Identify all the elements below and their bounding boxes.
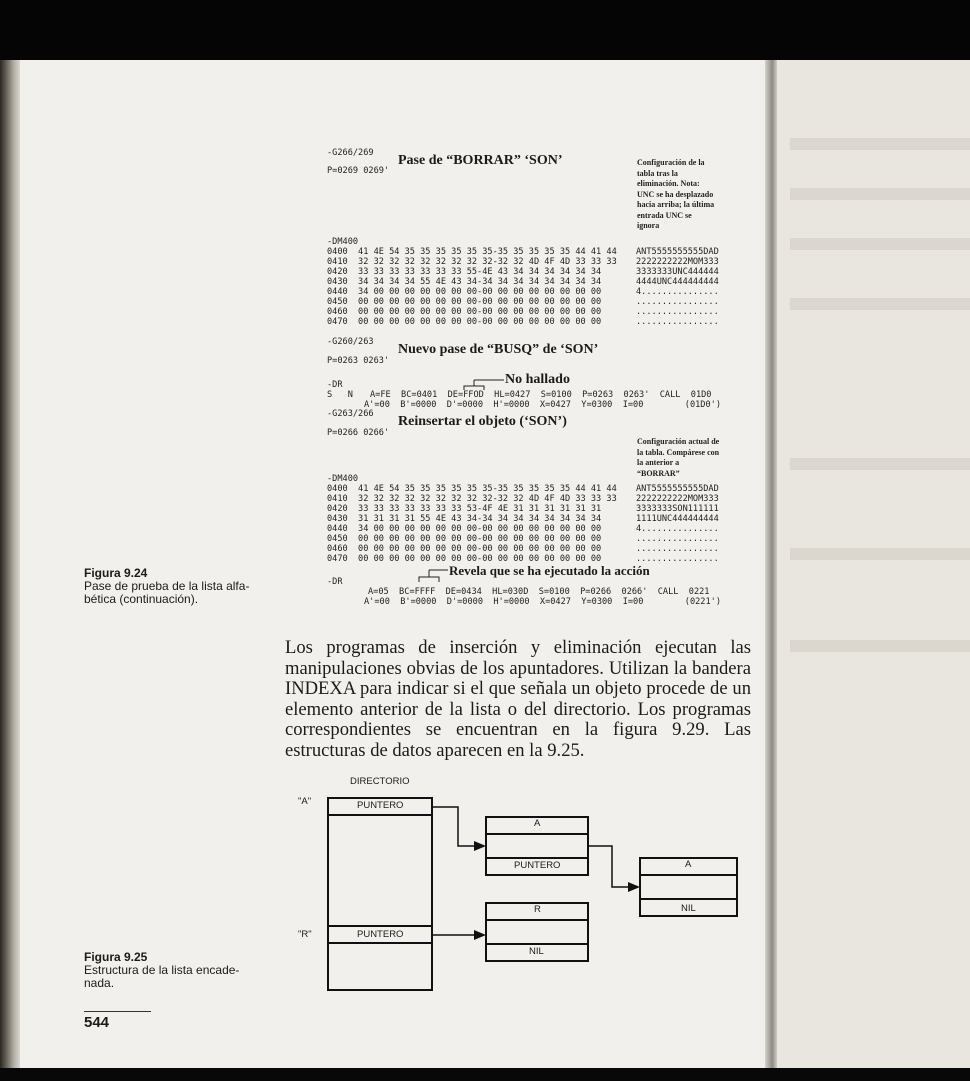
dump-row: 0430 34 34 34 34 55 4E 43 34-34 34 34 34 34 34 34 34 [327, 277, 602, 287]
facing-page-bleed [790, 238, 970, 250]
program-counter: P=0269 0269' [327, 166, 390, 176]
ascii-row: 4............... [636, 287, 719, 297]
dump-row: 0450 00 00 00 00 00 00 00 00-00 00 00 00 00 00 00 00 [327, 534, 602, 544]
entry-label-r: "R" [298, 929, 312, 940]
figure-title: Figura 9.24 [84, 566, 148, 580]
ascii-row: ANT5555555555DAD [636, 484, 719, 494]
side-note-after-delete: Configuración de la tabla tras la eliminación. Nota: UNC se ha desplazado hacia arriba; la última entrada UNC se ignora [637, 158, 715, 230]
dump-row: 0400 41 4E 54 35 35 35 35 35 35-35 35 35 35 35 44 41 44 [327, 247, 617, 257]
linked-list-diagram [300, 790, 750, 1000]
dump-command: -DM400 [327, 474, 359, 484]
facing-page-bleed [790, 188, 970, 200]
directory-label: DIRECTORIO [350, 776, 410, 787]
heading-busq: Nuevo pase de “BUSQ” de ‘SON’ [398, 342, 599, 357]
register-line-2: A'=00 B'=0000 D'=0000 H'=0000 X=0427 Y=0300 I=00 (01D0') [364, 400, 721, 410]
ascii-row: ................ [636, 554, 719, 564]
node-value: A [534, 818, 541, 829]
facing-page-bleed [790, 640, 970, 652]
heading-reinsertar: Reinsertar el objeto (‘SON’) [398, 414, 567, 429]
figure-title: Figura 9.25 [84, 950, 148, 964]
program-counter: P=0266 0266' [327, 428, 390, 438]
directory-box [328, 798, 432, 990]
register-line-1: A=05 BC=FFFF DE=0434 HL=030D S=0100 P=0266 0266' CALL 0221 [368, 587, 710, 597]
body-paragraph: Los programas de inserción y eliminación ejecutan las manipulaciones obvias de los apuntadores. Utilizan la bandera INDEXA para indicar si el que señala un objeto procede de un elemento anterior de la lista o del directorio. Los programas correspondientes se encuentran en la figura 9.29. Las estructuras de datos aparecen en la 9.25. [285, 637, 751, 761]
side-note-current-table: Configuración actual de la tabla. Compárese con la anterior a “BORRAR” [637, 437, 720, 478]
register-line-1: A=FE BC=0401 DE=FFOD HL=0427 S=0100 P=0263 0263' CALL 01D0 [370, 390, 712, 400]
debug-command: -G263/266 [327, 409, 374, 419]
ascii-row: ANT5555555555DAD [636, 247, 719, 257]
dump-row: 0470 00 00 00 00 00 00 00 00-00 00 00 00 00 00 00 00 [327, 317, 602, 327]
register-line-2: A'=00 B'=0000 D'=0000 H'=0000 X=0427 Y=0300 I=00 (0221') [364, 597, 721, 607]
debug-command: -DR [327, 380, 343, 390]
arrowhead [474, 930, 486, 940]
debug-command: -G260/263 [327, 337, 374, 347]
annotation-action-executed: Revela que se ha ejecutado la acción [449, 563, 650, 578]
ascii-row: ................ [636, 317, 719, 327]
nil-field: NIL [681, 903, 696, 914]
ascii-row: ................ [636, 544, 719, 554]
dump-row: 0440 34 00 00 00 00 00 00 00-00 00 00 00 00 00 00 00 [327, 287, 602, 297]
facing-page-bleed [790, 548, 970, 560]
pointer-field: PUNTERO [357, 800, 404, 811]
action-bracket [415, 568, 449, 584]
facing-page [777, 60, 970, 1070]
program-counter: P=0263 0263' [327, 356, 390, 366]
dump-row: 0470 00 00 00 00 00 00 00 00-00 00 00 00 00 00 00 00 [327, 554, 602, 564]
debug-command: -G266/269 [327, 148, 374, 158]
debug-command: -DR [327, 577, 343, 587]
dump-command: -DM400 [327, 237, 359, 247]
figure-caption: Estructura de la lista encade-nada. [84, 963, 240, 990]
footer-rule [84, 1011, 151, 1012]
ascii-row: 2222222222MOM333 [636, 494, 719, 504]
dump-row: 0440 34 00 00 00 00 00 00 00-00 00 00 00 00 00 00 00 [327, 524, 602, 534]
ascii-row: 4............... [636, 524, 719, 534]
figure-caption: Pase de prueba de la lista alfa-bética (continuación). [84, 579, 250, 606]
entry-label-a: "A" [298, 796, 312, 807]
dump-row: 0460 00 00 00 00 00 00 00 00-00 00 00 00 00 00 00 00 [327, 544, 602, 554]
arrowhead [628, 882, 640, 892]
ascii-row: 4444UNC444444444 [636, 277, 719, 287]
node-value: R [534, 904, 541, 915]
dump-row: 0410 32 32 32 32 32 32 32 32 32-32 32 4D 4F 4D 33 33 33 [327, 494, 617, 504]
pointer-field: PUNTERO [357, 929, 404, 940]
ascii-row: ................ [636, 297, 719, 307]
ascii-row: 3333333UNC444444 [636, 267, 719, 277]
dump-row: 0410 32 32 32 32 32 32 32 32 32-32 32 4D 4F 4D 33 33 33 [327, 257, 617, 267]
book-spine [0, 60, 20, 1070]
facing-page-bleed [790, 458, 970, 470]
dump-row: 0450 00 00 00 00 00 00 00 00-00 00 00 00 00 00 00 00 [327, 297, 602, 307]
scan-bottom-border [0, 1068, 970, 1081]
ascii-row: 1111UNC444444444 [636, 514, 719, 524]
cpu-flags: S N [327, 390, 353, 400]
ascii-row: 3333333SON111111 [636, 504, 719, 514]
page-number: 544 [84, 1014, 110, 1031]
ascii-row: 2222222222MOM333 [636, 257, 719, 267]
pointer-field: PUNTERO [514, 860, 561, 871]
ascii-row: ................ [636, 307, 719, 317]
annotation-not-found: No hallado [505, 372, 570, 387]
facing-page-bleed [790, 138, 970, 150]
dump-row: 0430 31 31 31 31 55 4E 43 34-34 34 34 34 34 34 34 34 [327, 514, 602, 524]
arrowhead [474, 841, 486, 851]
node-value: A [685, 859, 692, 870]
dump-row: 0460 00 00 00 00 00 00 00 00-00 00 00 00 00 00 00 00 [327, 307, 602, 317]
ascii-row: ................ [636, 534, 719, 544]
facing-page-bleed [790, 298, 970, 310]
nil-field: NIL [529, 946, 544, 957]
pointer-arrow-a [432, 807, 476, 846]
pointer-arrow-next [588, 846, 630, 887]
dump-row: 0420 33 33 33 33 33 33 33 55-4E 43 34 34 34 34 34 34 [327, 267, 602, 277]
scan-top-border [0, 0, 970, 60]
heading-borrar: Pase de “BORRAR” ‘SON’ [398, 153, 563, 168]
dump-row: 0400 41 4E 54 35 35 35 35 35 35-35 35 35 35 35 44 41 44 [327, 484, 617, 494]
book-gutter [765, 60, 777, 1070]
dump-row: 0420 33 33 33 33 33 33 33 53-4F 4E 31 31 31 31 31 31 [327, 504, 602, 514]
